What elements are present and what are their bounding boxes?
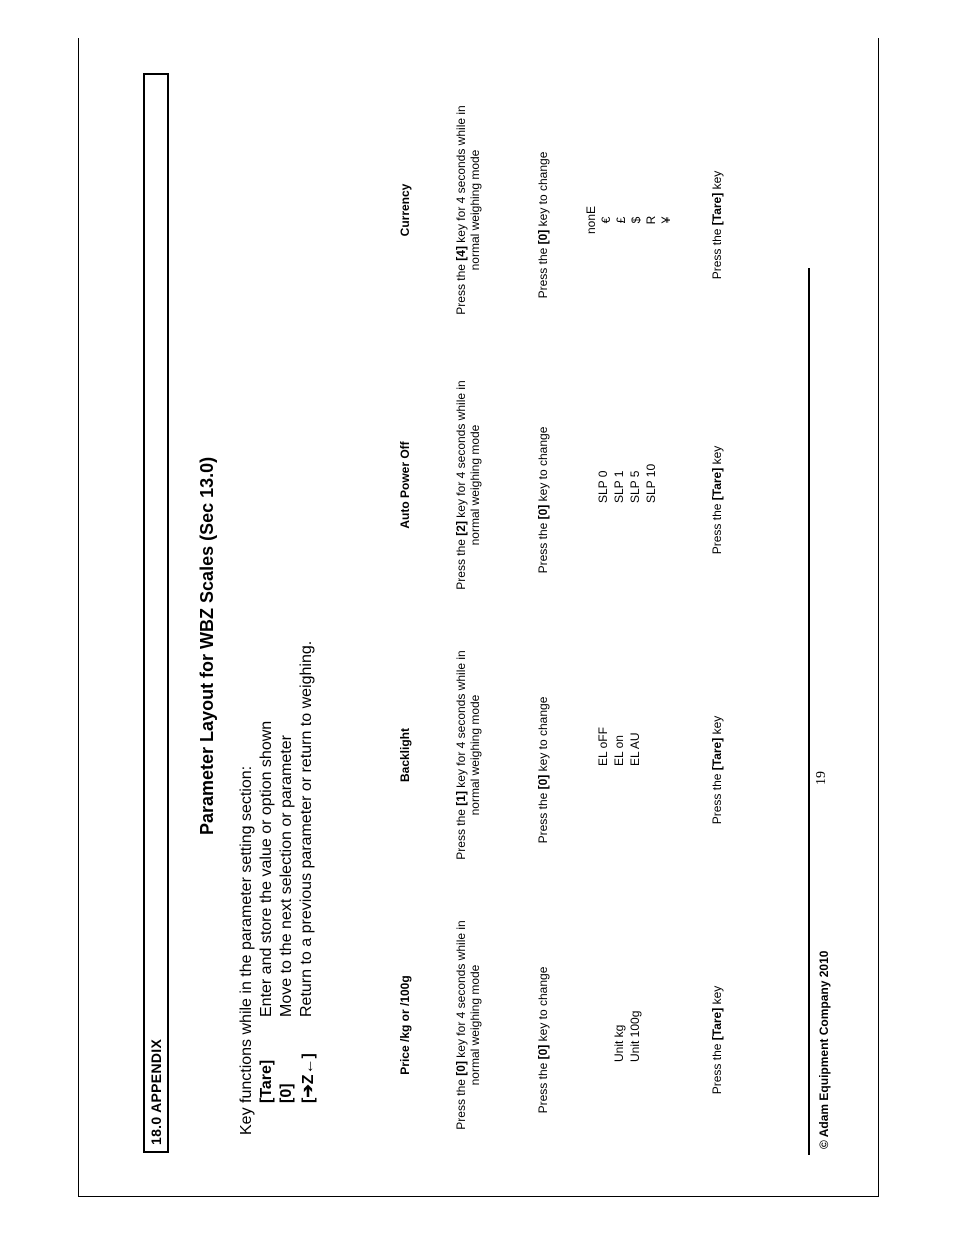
text: key for 4 seconds while in normal weighing mode: [454, 380, 482, 546]
confirm-instruction-price: [710, 940, 724, 1140]
appendix-heading: 18.0 APPENDIX: [148, 1038, 164, 1145]
page-number: 19: [814, 771, 829, 785]
text: key to change: [536, 696, 550, 775]
confirm-instruction-backlight: [710, 670, 724, 870]
option-item: Unit 100g: [628, 1010, 642, 1062]
option-item: $: [629, 216, 643, 224]
text: Press the: [710, 500, 724, 555]
option-item: EL AU: [628, 732, 642, 766]
options-backlight: [595, 727, 643, 766]
text: key to change: [536, 151, 550, 230]
text: key to change: [536, 426, 550, 505]
key-name: [Tare]: [258, 1059, 275, 1103]
option-item: SLP 1: [612, 470, 626, 503]
page-border-bottom: [78, 1196, 879, 1197]
text: Press the: [710, 1040, 724, 1095]
options-currency: [584, 200, 674, 240]
key-label: [0]: [536, 774, 550, 790]
page-border-left: [78, 38, 79, 1196]
enter-instruction-auto-power-off: [454, 370, 482, 600]
confirm-instruction-auto-power-off: [710, 400, 724, 600]
footer-copyright: © Adam Equipment Company 2010: [817, 950, 831, 1149]
text: key: [710, 170, 724, 193]
text: key to change: [536, 966, 550, 1045]
options-auto-power-off: [595, 464, 659, 503]
key-description: Move to the next selection or parameter: [278, 735, 295, 1017]
page-title: Parameter Layout for WBZ Scales (Sec 13.0): [197, 456, 217, 835]
column-header-currency: Currency: [398, 183, 412, 237]
text: key: [710, 985, 724, 1008]
change-instruction-backlight: [536, 670, 550, 870]
text: Press the: [710, 770, 724, 825]
text: Press the: [536, 244, 550, 299]
option-item: R: [644, 215, 658, 225]
text: Press the: [710, 225, 724, 280]
text: key for 4 seconds while in normal weighing mode: [454, 920, 482, 1086]
key-description: Enter and store the value or option shown: [258, 720, 275, 1017]
text: Press the: [454, 1075, 468, 1130]
text: Press the: [536, 1059, 550, 1114]
option-item: ¥: [659, 216, 673, 224]
key-label: [Tare]: [710, 467, 724, 501]
key-label: [0]: [454, 1061, 468, 1076]
key-label: [4]: [454, 246, 468, 261]
change-instruction-auto-power-off: [536, 400, 550, 600]
enter-instruction-currency: [454, 95, 482, 325]
key-label: [Tare]: [710, 737, 724, 771]
confirm-instruction-currency: [710, 125, 724, 325]
text: Press the: [454, 535, 468, 590]
option-item: SLP 5: [628, 470, 642, 503]
text: Press the: [454, 805, 468, 860]
option-item: EL oFF: [596, 727, 610, 766]
key-label: [2]: [454, 521, 468, 536]
text: Press the: [454, 260, 468, 315]
key-description: Return to a previous parameter or return to weighing.: [298, 640, 315, 1017]
text: key for 4 seconds while in normal weighing mode: [454, 105, 482, 271]
enter-instruction-backlight: [454, 640, 482, 870]
option-item: EL on: [612, 735, 626, 766]
change-instruction-price: [536, 940, 550, 1140]
rotated-page-content: [140, 70, 840, 1155]
option-item: Unit kg: [612, 1024, 626, 1062]
change-instruction-currency: [536, 125, 550, 325]
text: key for 4 seconds while in normal weighing mode: [454, 650, 482, 816]
column-header-price: Price /kg or /100g: [398, 975, 412, 1075]
key-label: [0]: [536, 504, 550, 520]
enter-instruction-price: [454, 910, 482, 1140]
column-header-backlight: Backlight: [398, 728, 412, 783]
options-price: [611, 1011, 643, 1062]
key-functions-intro: Key functions while in the parameter setting section:: [238, 765, 255, 1135]
option-item: nonE: [584, 205, 598, 235]
key-label: [Tare]: [710, 192, 724, 226]
appendix-heading-box: [143, 73, 169, 1153]
option-item: SLP 0: [596, 470, 610, 503]
key-name: [➔Z←]: [300, 1053, 317, 1103]
text: Press the: [536, 519, 550, 574]
text: key: [710, 715, 724, 738]
footer-rule-double: [809, 268, 810, 1155]
column-header-auto-power-off: Auto Power Off: [398, 441, 412, 529]
key-label: [1]: [454, 791, 468, 806]
text: key: [710, 445, 724, 468]
page-border-right: [878, 38, 879, 1196]
key-label: [0]: [536, 1044, 550, 1060]
option-item: SLP 10: [644, 463, 658, 503]
text: Press the: [536, 789, 550, 844]
key-label: [0]: [536, 229, 550, 245]
option-item: €: [599, 216, 613, 224]
key-name: [0]: [278, 1083, 295, 1103]
option-item: £: [614, 216, 628, 224]
key-label: [Tare]: [710, 1007, 724, 1041]
